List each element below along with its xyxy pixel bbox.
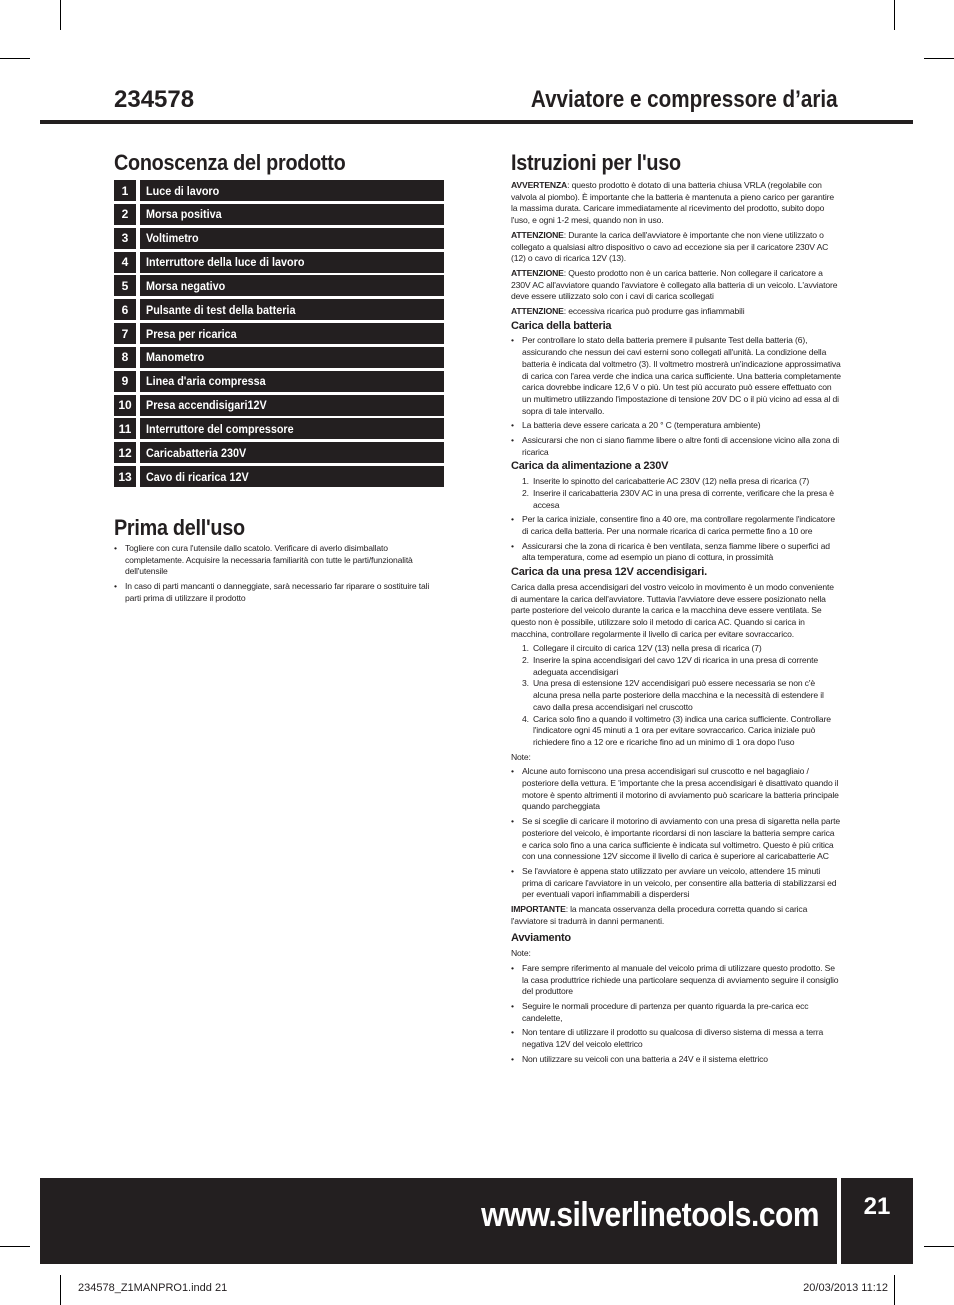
step-text: Inserite lo spinotto del caricabatterie AC 230V (12) nella presa di ricarica (7) [533,476,810,487]
istruzioni-text [511,180,841,1069]
numbered-step [511,714,841,749]
part-row [114,418,444,439]
warning-text: : eccessiva ricarica può produrre gas infiammabili [563,306,745,317]
list-item: • Non utilizzare su veicoli con una batteria a 24V e il sistema elettrico [511,1054,841,1066]
crop-mark [894,0,895,30]
warning-paragraph [511,306,841,318]
part-number: 10 [114,395,136,416]
part-number: 6 [114,299,136,320]
crop-mark [924,58,954,59]
step-number: 1. [522,643,529,654]
part-label-cell [140,204,444,225]
warning-label: AVVERTENZA [511,180,568,190]
parts-list [114,180,444,490]
warning-label: ATTENZIONE [511,306,564,317]
carica-batteria-heading: Carica della batteria [511,319,612,332]
numbered-step [511,643,841,655]
part-label-cell [140,252,444,273]
part-label-cell [140,275,444,296]
step-number: 2. [522,487,529,498]
part-label-cell [140,418,444,439]
step-text: Inserire la spina accendisigari del cavo 12V di ricarica in una presa di corrente adeguata accendisigari [533,655,818,677]
part-label-cell [140,395,444,416]
page-title: Avviatore e compressore d’aria [531,86,838,113]
part-number: 12 [114,442,136,463]
list-item: • Alcune auto forniscono una presa accendisigari sul cruscotto e nel bagagliaio / posteriore della vettura. E 'importante che la presa accendisigari è disattivato quando il motore è spento altrimenti il motorino di avviamento può scaricare la batteria principale quando parcheggiata [511,766,841,813]
website-url[interactable]: www.silverlinetools.com [481,1196,819,1234]
carica-12-steps [511,643,841,748]
avviamento-heading: Avviamento [511,932,571,945]
part-number: 11 [114,418,136,439]
crop-mark [924,1246,954,1247]
list-item: • La batteria deve essere caricata a 20 ° C (temperatura ambiente) [511,420,841,432]
crop-mark [0,1246,30,1247]
part-label: Cavo di ricarica 12V [146,469,249,484]
list-item: • Togliere con cura l'utensile dallo scatolo. Verificare di averlo disimballato completamente. Acquisire la necessaria familiarità con tutte le parti/funzionalità dell'utensile [114,543,444,578]
part-number: 3 [114,228,136,249]
numbered-step [511,655,841,678]
page-number: 21 [841,1178,913,1264]
part-label-cell [140,180,444,201]
part-row [114,252,444,273]
important-note: IMPORTANTE: la mancata osservanza della procedura corretta quando si carica l'avviatore si tradurrà in danni permanenti. [511,904,808,926]
istruzioni-section-title: Istruzioni per l'uso [511,150,681,175]
part-row [114,395,444,416]
file-slug: 234578_Z1MANPRO1.indd 21 [78,1282,228,1294]
numbered-step [511,476,841,488]
crop-mark [60,1275,61,1305]
prima-list [114,543,444,605]
part-row [114,442,444,463]
list-item: • Se si sceglie di caricare il motorino di avviamento con una presa di sigaretta nella parte posteriore del veicolo, è importante ricordarsi di non lasciare la batteria sempre carica e carica solo fino a una carica sufficiente è indicata sul voltimetro. Questo è più critica con una connessione 12V siccome il livello di carica è superiore al caricabatterie AC [511,816,841,863]
list-item: • Non tentare di utilizzare il prodotto su qualcosa di diverso sistema di messa a terra negativa 12V del veicolo elettrico [511,1027,841,1050]
avviamento-note-label: Note: [511,948,531,959]
warning-paragraph [511,180,841,227]
footer-bar [40,1178,837,1264]
crop-mark [60,0,61,30]
list-item: • Se l'avviatore è appena stato utilizzato per avviare un veicolo, attendere 15 minuti prima di caricare l'avviatore in un veicolo, per consentire alla batteria di stabilizzarsi ed per eventuali vapori infiammabili a disperdersi [511,866,841,901]
list-item: • Assicurarsi che la zona di ricarica è ben ventilata, senza fiamme libere o superfici ad alta temperatura, come ad esempio un piano di cottura, in prossimità [511,541,841,564]
part-label: Presa accendisigari12V [146,398,267,413]
part-label-cell [140,299,444,320]
carica-12-note-label: Note: [511,751,531,762]
part-row [114,204,444,225]
step-number: 3. [522,678,529,689]
list-item: • In caso di parti mancanti o danneggiate, sarà necessario far riparare o sostituire tali parti prima di utilizzare il prodotto [114,581,444,604]
numbered-step [511,488,841,511]
prima-section-title: Prima dell'uso [114,515,245,540]
step-text: Una presa di estensione 12V accendisigari può essere necessaria se non c'è alcuna presa nella parte posteriore della macchina e la necessità di estendere il cavo dalla presa accendisigari nel cruscotto [533,678,824,712]
part-number: 2 [114,204,136,225]
part-row [114,275,444,296]
part-label: Caricabatteria 230V [146,445,247,460]
crop-mark [894,1275,895,1305]
prima-text [114,543,444,608]
warning-text: : Questo prodotto non è un carica batterie. Non collegare il caricatore a 230V AC all'avviatore quando l'avviatore è collegato alla batteria di un veicolo. L'avviatore deve essere utilizzato solo con i cavi di carica scollegati [511,267,838,302]
step-text: Inserire il caricabatteria 230V AC in una presa di corrente, verificare che la presa è accesa [533,487,834,510]
step-number: 4. [522,713,529,724]
part-number: 8 [114,347,136,368]
carica-230-heading: Carica da alimentazione a 230V [511,460,669,473]
part-label: Interruttore della luce di lavoro [146,255,305,270]
carica-12-list [511,766,841,901]
warning-text: : questo prodotto è dotato di una batteria chiusa VRLA (regolabile con valvola al piombo). È importante che la batteria è mantenuta a pieno carico per garantire la massima durata. Caricare immediatamente al ricevimento del prodotto, subito dopo l'uso, e ogni 1-2 mesi, quando non in uso. [511,180,834,226]
step-number: 1. [522,476,529,487]
part-row [114,347,444,368]
date-slug: 20/03/2013 11:12 [803,1282,888,1294]
step-number: 2. [522,655,529,666]
part-label-cell [140,347,444,368]
part-label: Manometro [146,350,205,365]
part-label: Voltimetro [146,231,199,246]
part-number: 13 [114,466,136,487]
warning-paragraph [511,268,841,303]
part-label: Presa per ricarica [146,326,237,341]
numbered-step [511,678,841,713]
carica-230-steps [511,476,841,511]
part-label: Linea d'aria compressa [146,374,266,389]
part-row [114,180,444,201]
part-row [114,299,444,320]
part-label: Interruttore del compressore [146,421,294,436]
part-number: 7 [114,323,136,344]
part-number: 4 [114,252,136,273]
part-row [114,323,444,344]
warning-text: : Durante la carica dell'avviatore è importante che non viene utilizzato o collegato a qualsiasi altro dispositivo o cavo ad eccezione sia per il caricatore 230V AC (12) o cavo di ricarica 12V (13). [511,229,829,264]
list-item: • Seguire le normali procedure di partenza per quanto riguarda la pre-carica ecc candelette, [511,1001,841,1024]
part-label-cell [140,442,444,463]
step-text: Collegare il circuito di carica 12V (13) nella presa di ricarica (7) [533,643,762,654]
part-row [114,371,444,392]
list-item: • Per controllare lo stato della batteria premere il pulsante Test della batteria (6), assicurando che nessun dei cavi esterni sono collegati all'unità. La condizione della batteria è indicata dal voltmetro (3). Il voltmetro mostrerà un'indicazione approssimativa di carica con l'area verde che indica una carica sufficiente. Una batteria completamente carica dovrebbe indicare 12,6 V o più. Un test più accurato può essere effettuato con un multimetro utilizzando l'impostazione di tensione 20V DC o il più vicino ad essa al di sopra di tale intervallo. [511,335,841,417]
list-item: • Per la carica iniziale, consentire fino a 40 ore, ma controllare regolarmente l'indicatore di carica della batteria. Per una normale ricarica di carica permette fino a 10 ore [511,514,841,537]
step-text: Carica solo fino a quando il voltimetro (3) indica una carica sufficiente. Controllare l'indicatore ogni 45 minuti a 1 ora per evitare sovraccarico. Carica iniziale può richiedere fino a 12 ore e ricariche fino ad un minimo di 1 ora dopo l'uso [533,713,831,747]
part-row [114,228,444,249]
warnings [511,180,841,318]
warning-label: ATTENZIONE [511,229,564,240]
warning-paragraph [511,230,841,265]
product-section-title: Conoscenza del prodotto [114,150,346,175]
part-label: Morsa negativo [146,278,226,293]
list-item: • Fare sempre riferimento al manuale del veicolo prima di utilizzare questo prodotto. Se la casa produttrice richiede una particolare sequenza di avviamento seguire il consiglio del produttore [511,963,841,998]
part-label: Luce di lavoro [146,183,220,198]
product-number: 234578 [114,86,195,113]
carica-12-intro: Carica dalla presa accendisigari del vostro veicolo in movimento è un modo conveniente di aumentare la carica dell'avviatore. Tuttavia l'avviatore deve essere posizionato nella parte posteriore del veicolo durante la carica e la macchina deve essere ventilata. Se questo non è possibile, utilizzare solo il metodo di carica AC. Quando si carica in macchina, controllare regolarmente il livello di carica per evitare sovraccarico. [511,581,834,639]
warning-label: ATTENZIONE [511,267,564,278]
part-label-cell [140,371,444,392]
carica-230-list [511,514,841,564]
part-row [114,466,444,487]
carica-12-heading: Carica da una presa 12V accendisigari. [511,566,708,579]
part-label-cell [140,466,444,487]
part-number: 9 [114,371,136,392]
part-label-cell [140,228,444,249]
header-rule [40,120,913,124]
part-label: Morsa positiva [146,207,222,222]
part-number: 1 [114,180,136,201]
avviamento-list [511,963,841,1066]
crop-mark [0,58,30,59]
carica-batteria-list [511,335,841,458]
part-number: 5 [114,275,136,296]
part-label: Pulsante di test della batteria [146,302,296,317]
list-item: • Assicurarsi che non ci siano fiamme libere o altre fonti di accensione vicino alla zona di ricarica [511,435,841,458]
part-label-cell [140,323,444,344]
